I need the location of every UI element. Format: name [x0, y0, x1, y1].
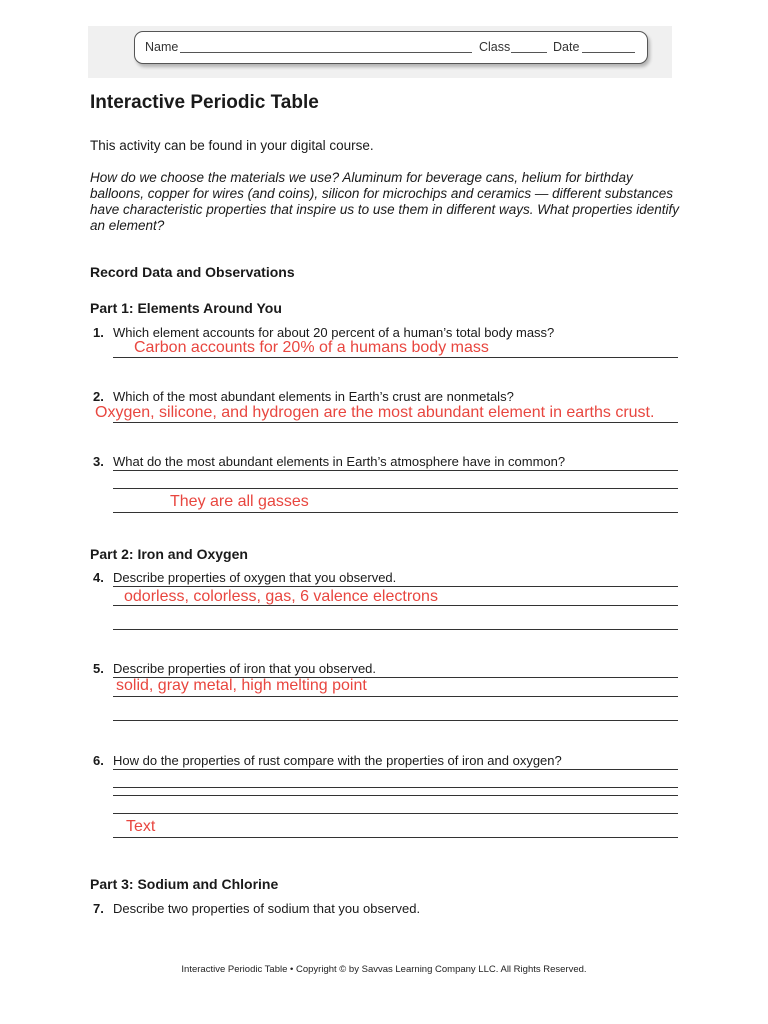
question-6-answer-line: [113, 787, 678, 788]
question-6-answer[interactable]: Text: [126, 818, 156, 835]
question-4-answer-line: [113, 605, 678, 606]
intro-text: This activity can be found in your digital course.: [90, 138, 374, 153]
question-5-answer-line: [113, 696, 678, 697]
question-5-answer[interactable]: solid, gray metal, high melting point: [116, 677, 367, 694]
question-4-answer[interactable]: odorless, colorless, gas, 6 valence electrons: [124, 588, 438, 605]
date-field[interactable]: [582, 52, 635, 53]
question-6-answer-line: [113, 769, 678, 770]
part-1-heading: Part 1: Elements Around You: [90, 300, 282, 316]
question-3-answer-line: [113, 470, 678, 471]
question-2-number: 2.: [93, 389, 104, 404]
question-1-answer[interactable]: Carbon accounts for 20% of a humans body mass: [134, 339, 489, 356]
question-5-text: Describe properties of iron that you observed.: [113, 661, 377, 676]
part-2-heading: Part 2: Iron and Oxygen: [90, 546, 248, 562]
question-7-number: 7.: [93, 901, 104, 916]
question-5-number: 5.: [93, 661, 104, 676]
question-2-text: Which of the most abundant elements in Earth’s crust are nonmetals?: [113, 389, 514, 404]
page-title: Interactive Periodic Table: [90, 92, 319, 113]
question-2-answer-line: [113, 422, 678, 423]
date-label: Date: [553, 40, 580, 54]
class-label: Class: [479, 40, 511, 54]
question-1-answer-line: [113, 357, 678, 358]
question-1-number: 1.: [93, 325, 104, 340]
question-3-number: 3.: [93, 454, 104, 469]
class-field[interactable]: [511, 52, 547, 53]
question-6-answer-line: [113, 837, 678, 838]
question-6-answer-line: [113, 813, 678, 814]
question-4-answer-line: [113, 629, 678, 630]
question-6-answer-line: [113, 795, 678, 796]
name-label: Name: [145, 40, 179, 54]
question-3-text: What do the most abundant elements in Earth’s atmosphere have in common?: [113, 454, 566, 469]
question-2-answer[interactable]: Oxygen, silicone, and hydrogen are the most abundant element in earths crust.: [95, 404, 655, 421]
prompt-text: How do we choose the materials we use? Aluminum for beverage cans, helium for birthday balloons, copper for wires (and coins), silicon for microchips and ceramics — different substances have characteristic properties that inspire us to use them in different ways. What properties identify an element?: [90, 170, 680, 233]
name-field[interactable]: [180, 52, 472, 53]
question-3-answer-line: [113, 512, 678, 513]
question-3-answer-line: [113, 488, 678, 489]
footer-copyright: Interactive Periodic Table • Copyright © by Savvas Learning Company LLC. All Rights Reserved.: [181, 964, 587, 975]
question-4-answer-line: [113, 586, 678, 587]
part-3-heading: Part 3: Sodium and Chlorine: [90, 876, 279, 892]
question-7-text: Describe two properties of sodium that you observed.: [113, 901, 421, 916]
question-1-text: Which element accounts for about 20 percent of a human’s total body mass?: [113, 325, 555, 340]
section-heading: Record Data and Observations: [90, 264, 295, 280]
question-4-text: Describe properties of oxygen that you observed.: [113, 570, 397, 585]
question-6-text: How do the properties of rust compare with the properties of iron and oxygen?: [113, 753, 562, 768]
question-5-answer-line: [113, 720, 678, 721]
name-class-date-box: [134, 31, 648, 64]
question-4-number: 4.: [93, 570, 104, 585]
question-6-number: 6.: [93, 753, 104, 768]
question-3-answer[interactable]: They are all gasses: [170, 493, 309, 510]
